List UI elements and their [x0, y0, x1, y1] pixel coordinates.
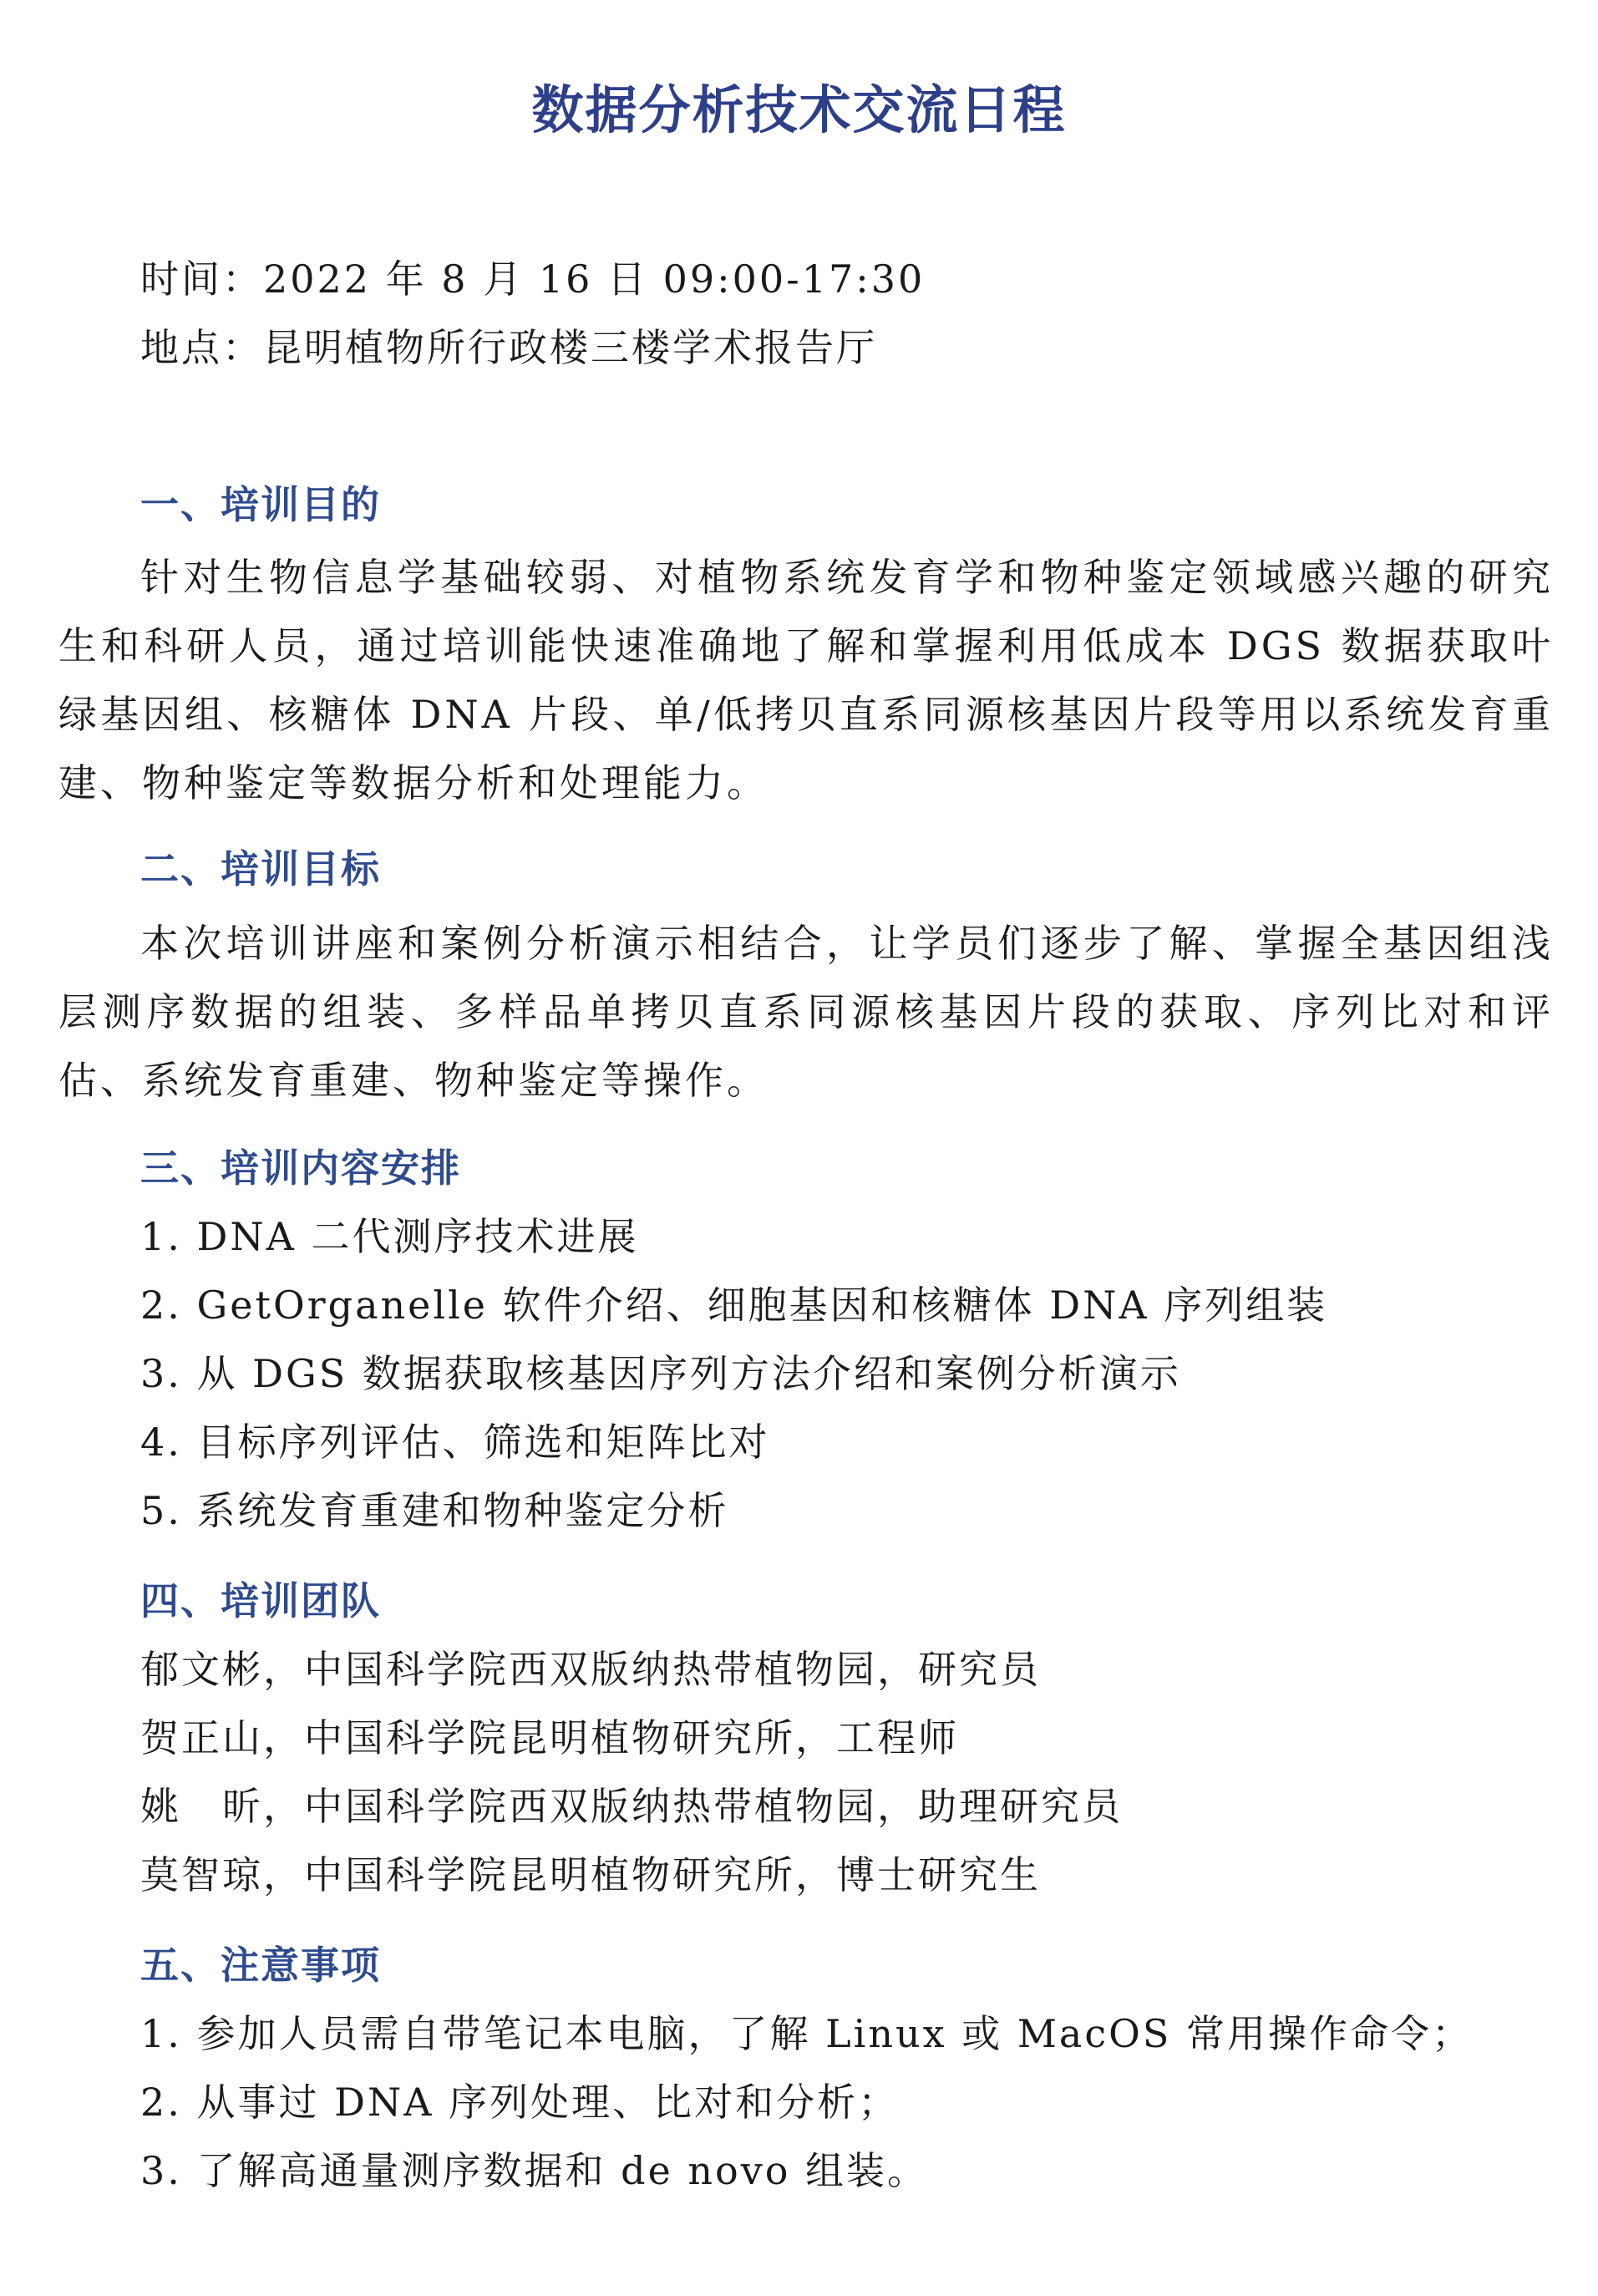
meta-time: 时间：2022 年 8 月 16 日 09:00-17:30 [140, 257, 926, 302]
meta-location: 地点：昆明植物所行政楼三楼学术报告厅 [140, 325, 877, 370]
list-item: 2. 从事过 DNA 序列处理、比对和分析； [140, 2080, 900, 2125]
list-item: 1. DNA 二代测序技术进展 [140, 1214, 639, 1259]
list-item: 4. 目标序列评估、筛选和矩阵比对 [140, 1420, 770, 1465]
team-member: 郁文彬，中国科学院西双版纳热带植物园，研究员 [140, 1647, 1041, 1692]
document-title: 数据分析技术交流日程 [531, 79, 1067, 140]
team-member: 姚 昕，中国科学院西双版纳热带植物园，助理研究员 [140, 1784, 1123, 1829]
list-item: 3. 从 DGS 数据获取核基因序列方法介绍和案例分析演示 [140, 1351, 1181, 1396]
section-heading-notes: 五、注意事项 [140, 1943, 381, 1988]
list-item: 5. 系统发育重建和物种鉴定分析 [140, 1488, 729, 1533]
list-item: 1. 参加人员需自带笔记本电脑，了解 Linux 或 MacOS 常用操作命令； [140, 2011, 1473, 2056]
section-heading-goal: 二、培训目标 [140, 846, 381, 891]
list-item: 3. 了解高通量测序数据和 de novo 组装。 [140, 2148, 929, 2193]
section-heading-content: 三、培训内容安排 [140, 1145, 461, 1191]
section-heading-purpose: 一、培训目的 [140, 482, 381, 527]
section-paragraph-purpose: 针对生物信息学基础较弱、对植物系统发育学和物种鉴定领域感兴趣的研究生和科研人员，通过培训能快速准确地了解和掌握利用低成本 DGS 数据获取叶绿基因组、核糖体 DNA 片段、单/低拷贝直系同源核基因片段等用以系统发育重建、物种鉴定等数据分析和处理能力。 [58, 555, 1554, 805]
team-member: 莫智琼，中国科学院昆明植物研究所，博士研究生 [140, 1852, 1041, 1897]
section-paragraph-goal: 本次培训讲座和案例分析演示相结合，让学员们逐步了解、掌握全基因组浅层测序数据的组装、多样品单拷贝直系同源核基因片段的获取、序列比对和评估、系统发育重建、物种鉴定等操作。 [58, 921, 1554, 1103]
team-member: 贺正山，中国科学院昆明植物研究所，工程师 [140, 1715, 959, 1760]
list-item: 2. GetOrganelle 软件介绍、细胞基因和核糖体 DNA 序列组装 [140, 1283, 1328, 1328]
section-heading-team: 四、培训团队 [140, 1578, 381, 1623]
